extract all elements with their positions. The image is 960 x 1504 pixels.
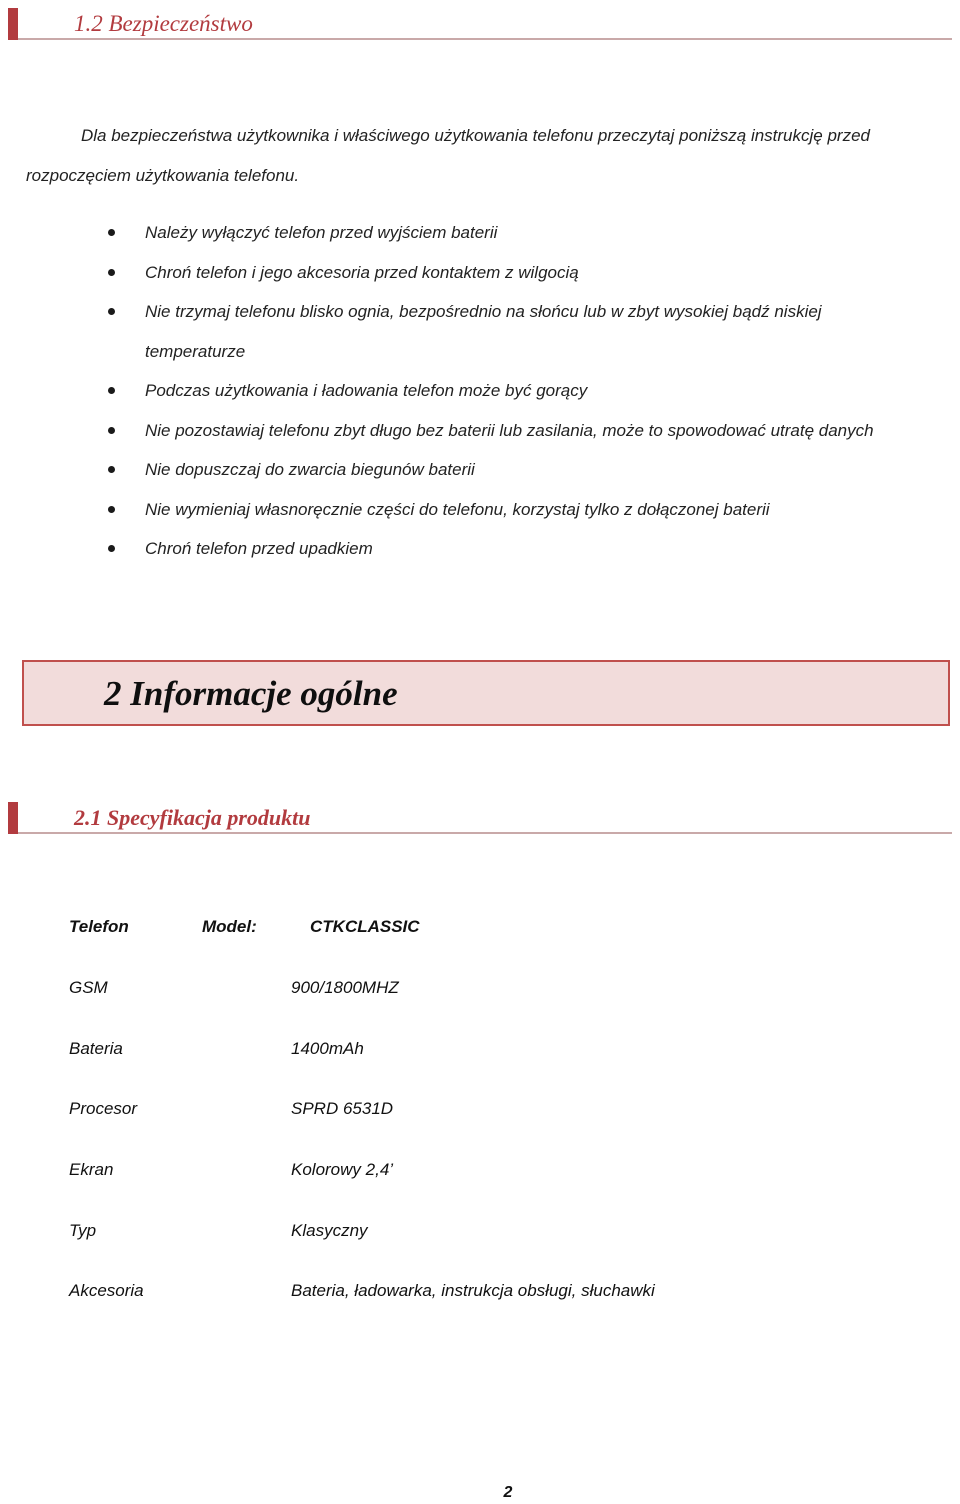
safety-bullet-list	[0, 213, 960, 569]
section-heading-specification	[8, 802, 952, 834]
list-item	[0, 450, 960, 490]
list-item	[0, 213, 960, 253]
list-item-text: Należy wyłączyć telefon przed wyjściem baterii	[145, 223, 498, 242]
chapter-title: 2 Informacje ogólne	[104, 674, 398, 713]
list-item-text: Nie dopuszczaj do zwarcia biegunów baterii	[145, 460, 475, 479]
list-item	[0, 292, 960, 371]
spec-row	[0, 1276, 960, 1306]
spec-value: Kolorowy 2,4’	[291, 1160, 394, 1179]
list-item	[0, 490, 960, 530]
bullet-icon	[108, 466, 115, 473]
spec-label: Bateria	[69, 1039, 123, 1058]
heading-underline	[18, 832, 952, 834]
heading-accent-bar	[8, 802, 18, 834]
chapter-heading-box	[22, 660, 950, 726]
spec-header-model-value: CTKCLASSIC	[310, 917, 420, 936]
spec-header-model-label: Model:	[202, 917, 257, 936]
list-item-text: Nie pozostawiaj telefonu zbyt długo bez baterii lub zasilania, może to spowodować utratę danych	[145, 420, 874, 440]
list-item-text: Nie trzymaj telefonu blisko ognia, bezpośrednio na słońcu lub w zbyt wysokiej bądź niskiej temperaturze	[145, 302, 822, 361]
heading-accent-bar	[8, 8, 18, 40]
list-item-text: Podczas użytkowania i ładowania telefon może być gorący	[145, 381, 588, 400]
spec-label: Procesor	[69, 1099, 138, 1118]
bullet-icon	[108, 506, 115, 513]
spec-label: GSM	[69, 978, 108, 997]
list-item	[0, 411, 960, 451]
bullet-icon	[108, 427, 115, 434]
list-item	[0, 529, 960, 569]
spec-row	[0, 1155, 960, 1185]
bullet-icon	[108, 308, 115, 315]
spec-label: Typ	[69, 1221, 97, 1240]
spec-header-label: Telefon	[69, 917, 129, 936]
spec-label: Akcesoria	[69, 1281, 144, 1300]
section-title: 2.1 Specyfikacja produktu	[74, 805, 311, 830]
list-item	[0, 253, 960, 293]
list-item-text: Chroń telefon i jego akcesoria przed kontaktem z wilgocią	[145, 262, 579, 282]
bullet-icon	[108, 545, 115, 552]
spec-value: 1400mAh	[291, 1039, 364, 1058]
spec-row	[0, 1034, 960, 1064]
spec-value: Klasyczny	[291, 1221, 368, 1240]
spec-row	[0, 1094, 960, 1124]
list-item-text: Chroń telefon przed upadkiem	[145, 539, 373, 558]
spec-header-row	[0, 912, 960, 942]
section-heading-safety	[8, 8, 952, 40]
spec-row	[0, 1216, 960, 1246]
spec-value: 900/1800MHZ	[291, 978, 399, 997]
spec-value: Bateria, ładowarka, instrukcja obsługi, słuchawki	[291, 1281, 655, 1300]
intro-paragraph: Dla bezpieczeństwa użytkownika i właściwego użytkowania telefonu przeczytaj poniższą instrukcję przed rozpoczęciem użytkowania telefonu.	[26, 126, 870, 185]
list-item-text: Nie wymieniaj własnoręcznie części do telefonu, korzystaj tylko z dołączonej baterii	[145, 499, 770, 519]
bullet-icon	[108, 229, 115, 236]
bullet-icon	[108, 387, 115, 394]
heading-underline	[18, 38, 952, 40]
page-number: 2	[503, 1484, 513, 1501]
spec-row	[0, 973, 960, 1003]
list-item	[0, 371, 960, 411]
bullet-icon	[108, 269, 115, 276]
section-title: 1.2 Bezpieczeństwo	[74, 11, 253, 36]
spec-label: Ekran	[69, 1160, 114, 1179]
spec-value: SPRD 6531D	[291, 1099, 394, 1118]
